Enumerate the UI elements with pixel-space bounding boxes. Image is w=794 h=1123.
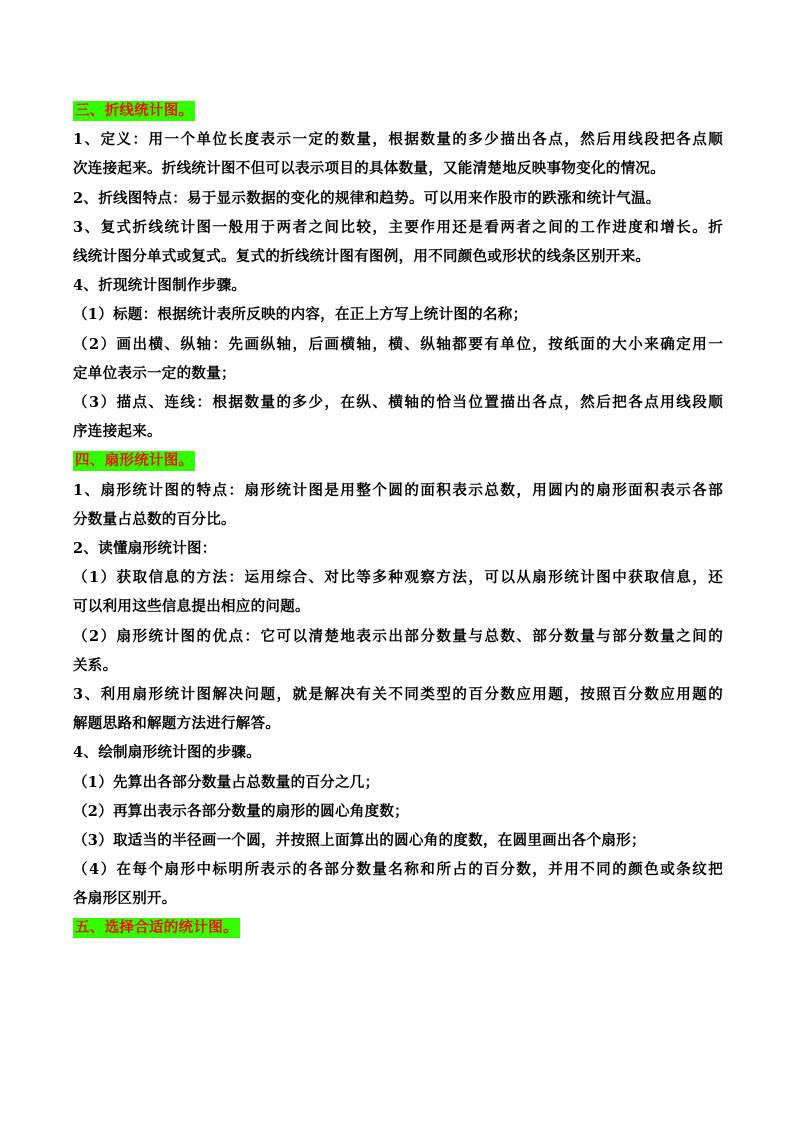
s3-step-2-line-2: 定单位表示一定的数量；: [73, 364, 236, 382]
s3-step-3-line-2: 序连接起来。: [73, 423, 162, 441]
s4-draw-step-3: （3）取适当的半径画一个圆，并按照上面算出的圆心角的度数，在圆里画出各个扇形；: [73, 832, 646, 850]
section-5-heading: 五、选择合适的统计图。: [75, 919, 238, 937]
s4-draw-step-4-line-1: （4）在每个扇形中标明所表示的各部分数量名称和所占的百分数，并用不同的颜色或条纹把: [73, 861, 723, 879]
s4-draw-step-4-line-2: 各扇形区别开。: [73, 890, 177, 908]
s3-step-1: （1）标题：根据统计表所反映的内容，在正上方写上统计图的名称；: [73, 306, 528, 324]
s4-draw-step-2: （2）再算出表示各部分数量的扇形的圆心角度数；: [73, 802, 409, 820]
document-body: [73, 96, 723, 943]
s3-step-2-line-1: （2）画出横、纵轴：先画纵轴，后画横轴，横、纵轴都要有单位，按纸面的大小来确定用一: [73, 335, 723, 353]
s4-read-1-line-2: 可以利用这些信息提出相应的问题。: [73, 598, 310, 616]
s4-read-2-line-1: （2）扇形统计图的优点：它可以清楚地表示出部分数量与总数、部分数量与部分数量之间的: [73, 627, 723, 645]
section-5-heading-row: [73, 914, 723, 943]
s4-feature-line-1: 1、扇形统计图的特点：扇形统计图是用整个圆的面积表示总数，用圆内的扇形面积表示各部: [73, 481, 723, 499]
s3-compound-line-1: 3、复式折线统计图一般用于两者之间比较，主要作用还是看两者之间的工作进度和增长。折: [73, 218, 723, 236]
s4-solve-line-2: 解题思路和解题方法进行解答。: [73, 715, 281, 733]
s4-solve-line-1: 3、利用扇形统计图解决问题，就是解决有关不同类型的百分数应用题，按照百分数应用题的: [73, 686, 723, 704]
section-3-heading-row: [73, 96, 723, 125]
s3-compound-line-2: 线统计图分单式或复式。复式的折线统计图有图例，用不同颜色或形状的线条区别开来。: [73, 248, 651, 265]
s4-feature-line-2: 分数量占总数的百分比。: [73, 510, 236, 528]
s4-read-1-line-1: （1）获取信息的方法：运用综合、对比等多种观察方法，可以从扇形统计图中获取信息，还: [73, 569, 723, 587]
s3-feature-line: 2、折线图特点：易于显示数据的变化的规律和趋势。可以用来作股市的跌涨和统计气温。: [73, 189, 661, 207]
s3-steps-heading: 4、折现统计图制作步骤。: [73, 277, 247, 295]
s3-step-3-line-1: （3）描点、连线：根据数量的多少，在纵、横轴的恰当位置描出各点，然后把各点用线段顺: [73, 394, 723, 412]
section-4-heading-row: [73, 446, 723, 475]
s4-read-heading: 2、读懂扇形统计图：: [73, 540, 217, 558]
s4-read-2-line-2: 关系。: [73, 656, 118, 674]
s3-definition-line-2: 次连接起来。折线统计图不但可以表示项目的具体数量，又能清楚地反映事物变化的情况。: [73, 160, 665, 178]
s3-definition-line-1: 1、定义：用一个单位长度表示一定的数量，根据数量的多少描出各点，然后用线段把各点顺: [73, 131, 723, 149]
section-4-heading: 四、扇形统计图。: [75, 452, 194, 470]
s4-draw-step-1: （1）先算出各部分数量占总数量的百分之几；: [73, 773, 380, 791]
section-3-heading: 三、折线统计图。: [75, 101, 194, 119]
s4-draw-heading: 4、绘制扇形统计图的步骤。: [73, 744, 261, 762]
